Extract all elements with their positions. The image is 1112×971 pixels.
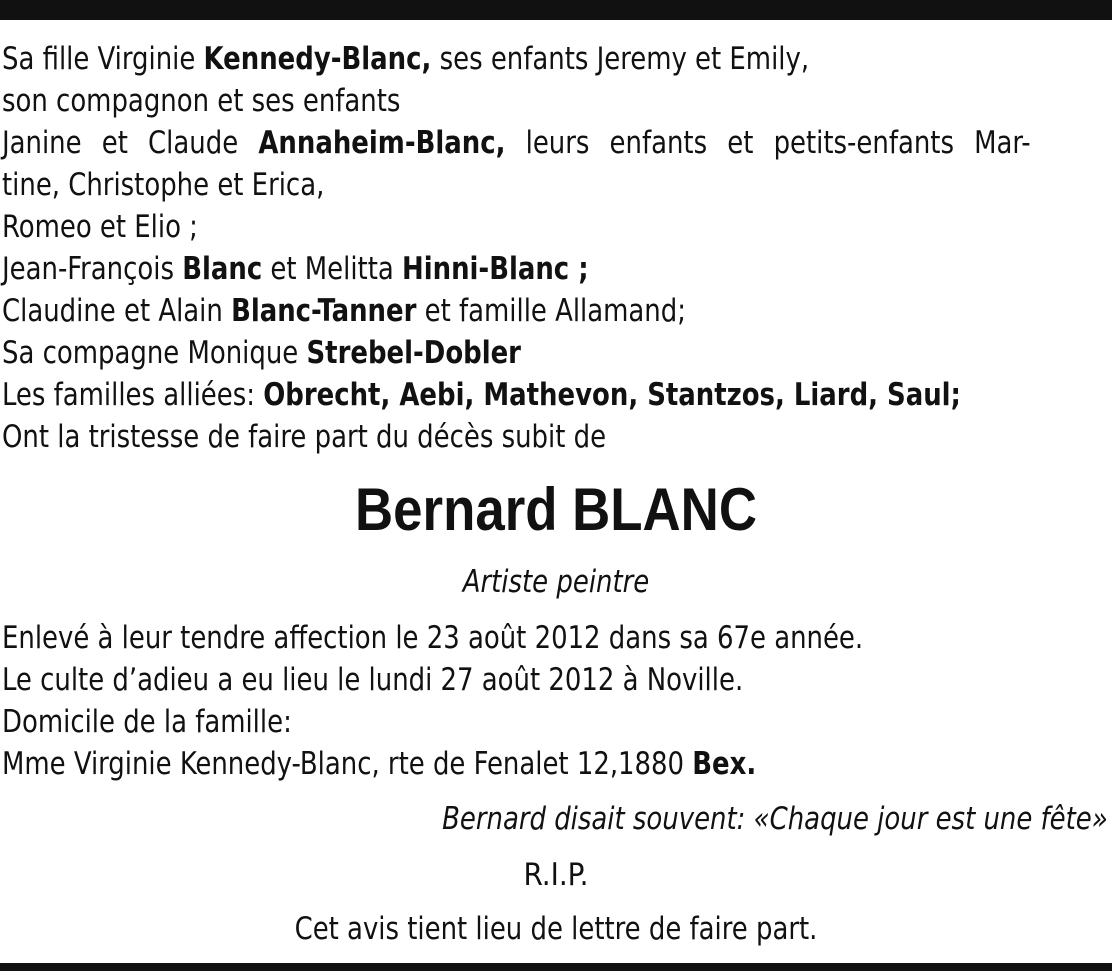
- surname: Annaheim-Blanc,: [258, 125, 506, 161]
- bottom-border-rule: [0, 963, 1112, 971]
- text-span: Jean-François: [2, 251, 183, 287]
- announcement-intro: Ont la tristesse de faire part du décès subit de: [2, 419, 607, 455]
- family-line-allied-families: [2, 374, 1031, 416]
- family-line-janine: [2, 122, 1031, 164]
- surname: Blanc-Tanner: [231, 293, 417, 329]
- surname-list: Obrecht, Aebi, Mathevon, Stantzos, Liard, Saul;: [263, 377, 961, 413]
- quote: Bernard disait souvent: «Chaque jour est une fête»: [442, 801, 1108, 837]
- surname: Hinni-Blanc ;: [402, 251, 589, 287]
- text-span: Les familles alliées:: [2, 377, 264, 413]
- text-span: Mme Virginie Kennedy-Blanc, rte de Fenalet 12,1880: [2, 746, 693, 782]
- rip: R.I.P.: [523, 857, 589, 893]
- family-announcement: [2, 38, 1031, 458]
- family-line-companion-monique: [2, 332, 1031, 374]
- text-span: Claudine et Alain: [2, 293, 232, 329]
- family-line-romeo: Romeo et Elio ;: [2, 209, 198, 245]
- family-line-daughter: [2, 38, 1031, 80]
- deceased-occupation: Artiste peintre: [462, 564, 650, 600]
- detail-domicile-address: [2, 743, 1072, 785]
- text-span: et Melitta: [262, 251, 403, 287]
- family-line-companion: son compagnon et ses enfants: [2, 83, 401, 119]
- family-line-jean-francois: [2, 248, 1031, 290]
- surname: Blanc: [182, 251, 263, 287]
- text-span: Sa fille Virginie: [2, 41, 204, 77]
- text-span: leurs enfants et petits-enfants Mar-: [505, 125, 1031, 161]
- surname: Strebel-Dobler: [306, 335, 521, 371]
- closing-note: Cet avis tient lieu de lettre de faire part.: [294, 911, 818, 947]
- family-line-grandchildren: tine, Christophe et Erica,: [2, 167, 325, 203]
- text-span: Janine et Claude: [2, 125, 259, 161]
- top-border-rule: [0, 0, 1112, 20]
- town: Bex.: [692, 746, 757, 782]
- deceased-name: Bernard BLANC: [355, 476, 757, 543]
- surname: Kennedy-Blanc,: [203, 41, 432, 77]
- family-line-claudine: [2, 290, 1031, 332]
- detail-domicile-label: Domicile de la famille:: [2, 704, 292, 740]
- text-span: ses enfants Jeremy et Emily,: [431, 41, 810, 77]
- detail-passing: Enlevé à leur tendre affection le 23 août 2012 dans sa 67e année.: [2, 620, 864, 656]
- obituary-details: [2, 617, 1072, 785]
- text-span: Sa compagne Monique: [2, 335, 307, 371]
- text-span: et famille Allamand;: [416, 293, 686, 329]
- detail-service: Le culte d’adieu a eu lieu le lundi 27 août 2012 à Noville.: [2, 662, 744, 698]
